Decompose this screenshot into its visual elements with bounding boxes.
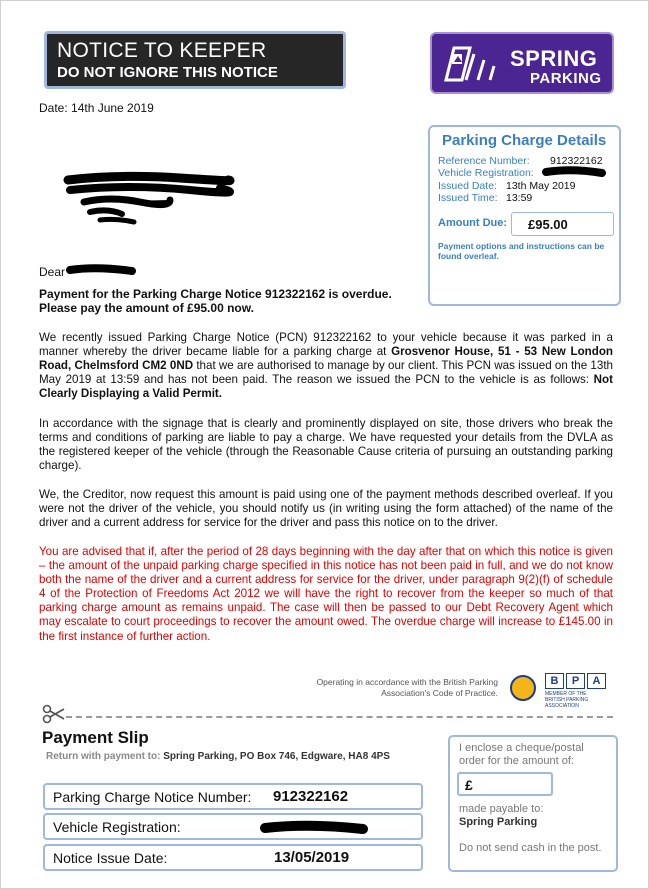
parking-lines-icon [440,40,506,88]
notice-subtitle: DO NOT IGNORE THIS NOTICE [57,64,278,81]
amount-due-label: Amount Due: [438,217,508,229]
paragraph-signage: In accordance with the signage that is clearly and prominently displayed on site, those drivers who break the terms and conditions of parking are liable to pay a charge. We have requested your details from the DVLA as the registered keeper of the vehicle (through the Reasonable Cause criteria of pursuing an outstanding parking charge). [39,417,613,473]
parking-charge-details-panel [428,125,621,306]
bpa-letter-b: B [545,673,564,689]
return-address-value: Spring Parking, PO Box 746, Edgware, HA8 4PS [163,751,390,762]
bpa-member-line-1: MEMBER OF THE [545,691,587,697]
para1-location: Grosvenor House, 51 - 53 New London Road, Chelmsford CM2 0ND [39,345,613,373]
spring-parking-logo [430,32,614,94]
issued-date-label: Issued Date: [438,180,497,192]
bpa-letter-p: P [566,673,585,689]
logo-word-spring: SPRING [510,46,598,71]
redacted-slip-registration [259,819,369,837]
paragraph-legal-warning: You are advised that if, after the period of 28 days beginning with the day after that on which this notice is given – the amount of the unpaid parking charge specified in this notice has not been paid in full, and we do not know both the name of the driver and a current address for service for the driver, under paragraph 9(2)(f) of schedule 4 of the Protection of Freedoms Act 2012 we will have the right to recover from the keeper so much of that parking charge amount as remains unpaid. The case will then be passed to our Debt Recovery Agent which may escalate to court proceedings to recover the amount owed. The overdue charge will increase to £145.00 in the first instance of further action. [39,545,613,643]
payment-options-note: Payment options and instructions can be found overleaf. [438,241,605,261]
return-prefix: Return with payment to: [46,751,161,762]
para1-text-a: We recently issued Parking Charge Notice (PCN) 912322162 to your vehicle because it was parked in a manner whereby the driver became liable for a parking charge at [39,331,613,359]
payee-name: Spring Parking [459,816,538,828]
redacted-address [60,168,235,230]
slip-pcn-label: Parking Charge Notice Number: [53,789,252,805]
overdue-line-1: Payment for the Parking Charge Notice 912322162 is overdue. [39,287,392,301]
bpa-letter-a: A [587,673,606,689]
cut-line [66,716,613,718]
letter-date: Date: 14th June 2019 [39,101,154,115]
scissors-icon [42,704,66,724]
slip-registration-label: Vehicle Registration: [53,819,181,835]
para1-text-c: that we are authorised to manage by our client. This PCN was issued on the 13th May 2019 at 13:59 and has not been paid. The reason we issued the PCN to the vehicle is as follows: [39,359,613,387]
issued-time-label: Issued Time: [438,192,498,204]
redacted-registration [542,165,606,179]
notice-title: NOTICE TO KEEPER [57,39,267,62]
slip-vehicle-registration-field [43,813,423,840]
slip-issue-date-field [43,844,423,871]
issued-date-value: 13th May 2019 [506,180,576,192]
reference-number-value: 912322162 [550,155,603,167]
bpa-logo [545,673,613,709]
payment-slip-title: Payment Slip [42,728,149,747]
pound-sign: £ [465,777,473,793]
salutation [39,265,65,279]
para1-reason: Not Clearly Displaying a Valid Permit. [39,373,613,401]
redacted-name [66,263,136,277]
cheque-instruction: I enclose a cheque/postal order for the amount of: [459,742,584,767]
bpa-statement [240,677,498,699]
slip-issue-date-value: 13/05/2019 [274,849,350,866]
details-title: Parking Charge Details [442,132,607,149]
bpa-member-line-2: BRITISH PARKING ASSOCIATION [545,697,589,709]
paragraph-creditor-request: We, the Creditor, now request this amount is paid using one of the payment methods described overleaf. If you were not the driver of the vehicle, you should notify us (in writing using the form attached) of the name of the driver and a current address for service for the driver and pass this notice on to the driver. [39,488,613,530]
bpa-statement-line-2: Association's Code of Practice. [381,688,498,698]
return-address [46,751,390,762]
notice-to-keeper-banner [44,31,346,89]
paragraph-pcn-issued [39,331,613,401]
slip-issue-date-label: Notice Issue Date: [53,850,168,866]
overdue-line-2: Please pay the amount of £95.00 now. [39,301,254,315]
cheque-amount-field[interactable] [457,772,553,796]
slip-pcn-number-field [43,783,423,810]
bpa-statement-line-1: Operating in accordance with the British Parking [316,677,498,687]
salutation-text: Dear [39,265,66,279]
reference-number-label: Reference Number: [438,155,530,167]
amount-due-value: £95.00 [511,212,614,236]
issued-time-value: 13:59 [506,192,533,204]
no-cash-note: Do not send cash in the post. [459,842,602,854]
cheque-enclosure-box [448,735,618,872]
overdue-notice [39,287,419,315]
logo-word-parking: PARKING [530,70,602,87]
vehicle-registration-label: Vehicle Registration: [438,167,534,179]
payable-to-label: made payable to: [459,803,544,815]
slip-pcn-value: 912322162 [273,788,349,805]
approved-operator-badge-icon [510,675,536,701]
